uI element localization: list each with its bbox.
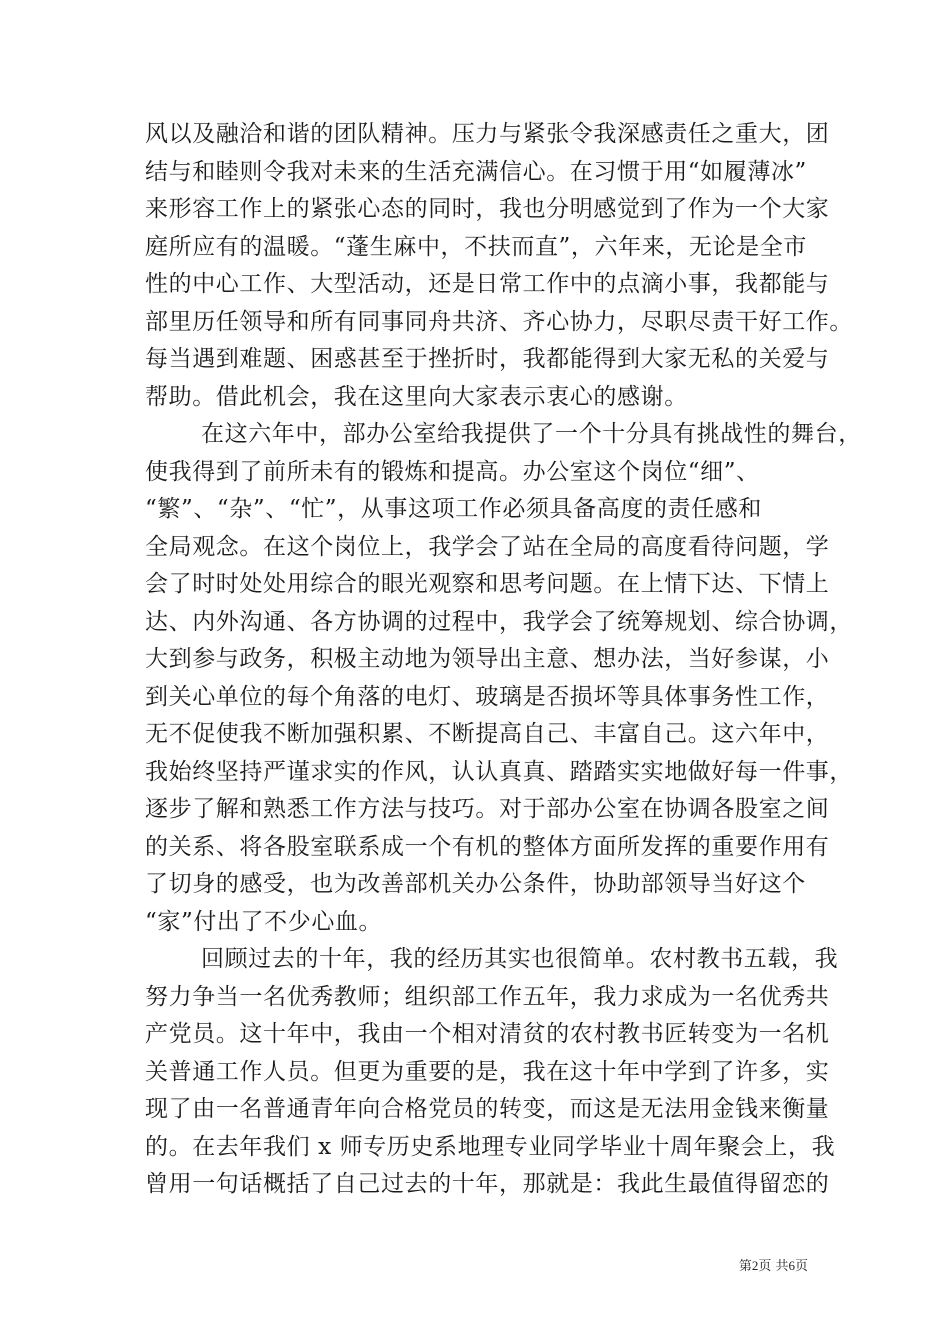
text-line: 来形容工作上的紧张心态的同时，我也分明感觉到了作为一个大家: [145, 196, 830, 222]
text-line: 关普通工作人员。但更为重要的是，我在这十年中学到了许多，实: [145, 1058, 830, 1085]
text-line: 达、内外沟通、各方协调的过程中，我学会了统筹规划、综合协调，: [145, 608, 853, 635]
text-line: 使我得到了前所未有的锻炼和提高。办公室这个岗位“细”、: [145, 458, 760, 485]
text-line: “家”付出了不少心血。: [145, 908, 383, 935]
text-line: 到关心单位的每个角落的电灯、玻璃是否损坏等具体事务性工作，: [145, 683, 830, 710]
text-line: 无不促使我不断加强积累、不断提高自己、丰富自己。这六年中，: [145, 721, 830, 747]
text-line: 风以及融洽和谐的团队精神。压力与紧张令我深感责任之重大，团: [145, 121, 830, 147]
body-text: [145, 116, 862, 1204]
paragraph-first-line: 在这六年中，部办公室给我提供了一个十分具有挑战性的舞台，: [201, 421, 862, 447]
text-line: 了切身的感受，也为改善部机关办公条件，协助部领导当好这个: [145, 871, 806, 897]
text-line: “繁”、“杂”、“忙”，从事这项工作必须具备高度的责任感和: [145, 496, 762, 522]
text-line: 我始终坚持严谨求实的作风，认认真真、踏踏实实地做好每一件事，: [145, 758, 853, 785]
text-line: 曾用一句话概括了自己过去的十年，那就是：我此生最值得留恋的: [145, 1171, 830, 1197]
text-line: 全局观念。在这个岗位上，我学会了站在全局的高度看待问题，学: [145, 533, 830, 560]
text-line: 努力争当一名优秀教师；组织部工作五年，我力求成为一名优秀共: [145, 983, 830, 1010]
total-page-count: 6: [788, 1258, 795, 1273]
text-line: 性的中心工作、大型活动，还是日常工作中的点滴小事，我都能与: [145, 271, 830, 297]
text-line: 帮助。借此机会，我在这里向大家表示衷心的感谢。: [145, 383, 688, 410]
paragraph-first-line: 回顾过去的十年，我的经历其实也很简单。农村教书五载，我: [201, 946, 839, 972]
text-line: 的。在去年我们 x 师专历史系地理专业同学毕业十周年聚会上，我: [145, 1133, 836, 1160]
text-line: 的关系、将各股室联系成一个有机的整体方面所发挥的重要作用有: [145, 833, 830, 860]
text-line: 大到参与政务，积极主动地为领导出主意、想办法，当好参谋，小: [145, 646, 830, 672]
text-line: 结与和睦则令我对未来的生活充满信心。在习惯于用“如履薄冰”: [145, 158, 807, 185]
text-line: 现了由一名普通青年向合格党员的转变，而这是无法用金钱来衡量: [145, 1096, 830, 1122]
footer-middle: 页 共: [758, 1259, 789, 1274]
text-line: 每当遇到难题、困惑甚至于挫折时，我都能得到大家无私的关爱与: [145, 346, 830, 372]
text-line: 庭所应有的温暖。“蓬生麻中，不扶而直”，六年来，无论是全市: [145, 233, 807, 260]
current-page-number: 2: [751, 1258, 759, 1273]
footer-suffix: 页: [794, 1259, 808, 1274]
footer-prefix: 第: [738, 1259, 752, 1274]
text-line: 会了时时处处用综合的眼光观察和思考问题。在上情下达、下情上: [145, 571, 830, 597]
text-line: 部里历任领导和所有同事同舟共济、齐心协力，尽职尽责干好工作。: [145, 308, 853, 335]
page-footer: [0, 1255, 808, 1274]
text-line: 逐步了解和熟悉工作方法与技巧。对于部办公室在协调各股室之间: [145, 796, 830, 822]
text-line: 产党员。这十年中，我由一个相对清贫的农村教书匠转变为一名机: [145, 1021, 830, 1047]
